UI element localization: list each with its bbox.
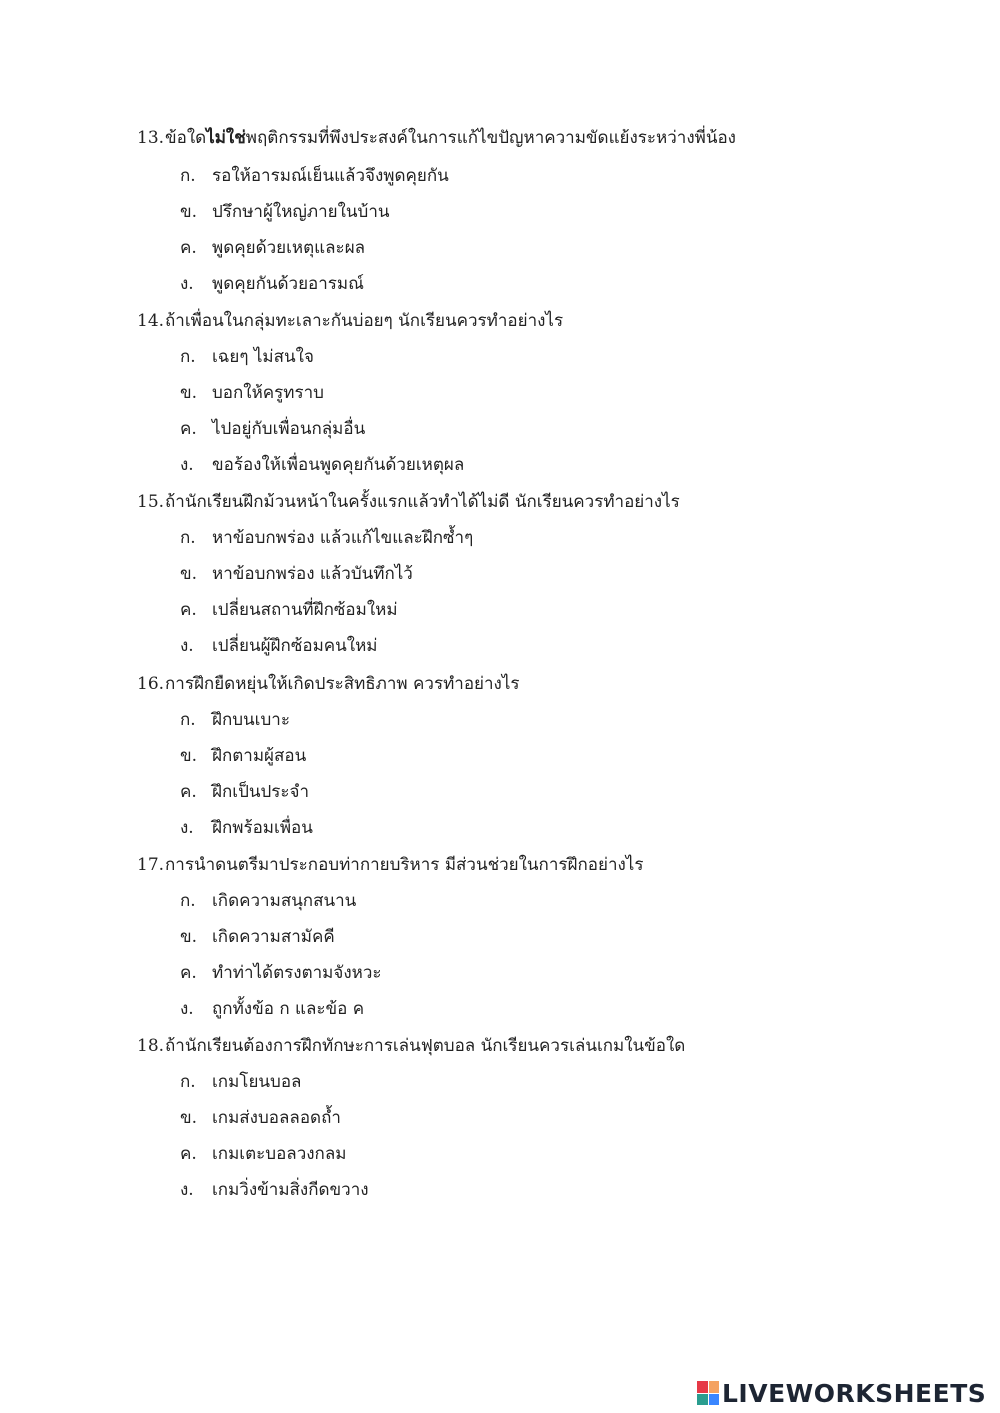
brand-name: LIVEWORKSHEETS: [722, 1378, 987, 1408]
option[interactable]: [180, 780, 309, 804]
option-letter: ค.: [180, 963, 197, 983]
option[interactable]: [180, 1142, 346, 1166]
option-text: ฝึกเป็นประจำ: [212, 782, 310, 802]
logo-square: [697, 1381, 708, 1393]
option-text: เฉยๆ ไม่สนใจ: [212, 347, 314, 367]
option-text: ไปอยู่กับเพื่อนกลุ่มอื่น: [212, 419, 366, 439]
option-letter: ค.: [180, 782, 197, 802]
option[interactable]: [180, 997, 364, 1021]
option-text: ฝึกบนเบาะ: [212, 710, 290, 730]
option-letter: ค.: [180, 1144, 197, 1164]
option-letter: ค.: [180, 238, 197, 258]
option-letter: ข.: [180, 927, 198, 947]
option-letter: ข.: [180, 746, 198, 766]
question-15: [137, 490, 680, 514]
option[interactable]: [180, 1106, 341, 1130]
logo-square: [697, 1394, 708, 1406]
option-letter: ก.: [180, 347, 196, 367]
question-17: [137, 853, 643, 877]
option-text: รอให้อารมณ์เย็นแล้วจึงพูดคุยกัน: [212, 166, 449, 186]
option-text: เกิดความสามัคคี: [212, 927, 335, 947]
question-13: [137, 126, 736, 150]
option-text: เกิดความสนุกสนาน: [212, 891, 357, 911]
option[interactable]: [180, 417, 365, 441]
option-text: ขอร้องให้เพื่อนพูดคุยกันด้วยเหตุผล: [212, 455, 465, 475]
option[interactable]: [180, 1070, 301, 1094]
option-text: หาข้อบกพร่อง แล้วบันทึกไว้: [212, 564, 413, 584]
option-letter: ง.: [180, 999, 194, 1019]
option-text: เกมส่งบอลลอดถ้ำ: [212, 1108, 341, 1128]
option-letter: ค.: [180, 419, 197, 439]
option-text: ฝึกพร้อมเพื่อน: [212, 818, 313, 838]
option-text: เกมโยนบอล: [212, 1072, 302, 1092]
option-letter: ก.: [180, 1072, 196, 1092]
option[interactable]: [180, 236, 365, 260]
option-letter: ค.: [180, 600, 197, 620]
option[interactable]: [180, 200, 390, 224]
question-text: ถ้านักเรียนฝึกม้วนหน้าในครั้งแรกแล้วทำได้ไม่ดี นักเรียนควรทำอย่างไร: [165, 492, 680, 512]
logo-icon: [697, 1381, 719, 1405]
option-letter: ง.: [180, 274, 194, 294]
option-text: เกมเตะบอลวงกลม: [212, 1144, 347, 1164]
option[interactable]: [180, 562, 413, 586]
option-letter: ก.: [180, 710, 196, 730]
option-text: พูดคุยด้วยเหตุและผล: [212, 238, 366, 258]
option-letter: ง.: [180, 818, 194, 838]
logo-square: [709, 1381, 720, 1393]
question-18: [137, 1034, 685, 1058]
option-letter: ก.: [180, 166, 196, 186]
option[interactable]: [180, 708, 290, 732]
question-16: [137, 672, 520, 696]
option-letter: ก.: [180, 891, 196, 911]
option-letter: ข.: [180, 202, 198, 222]
option-letter: ง.: [180, 1180, 194, 1200]
option[interactable]: [180, 272, 364, 296]
question-number: 17.: [137, 855, 165, 875]
option[interactable]: [180, 598, 398, 622]
option[interactable]: [180, 961, 382, 985]
option-letter: ก.: [180, 528, 196, 548]
option-letter: ง.: [180, 455, 194, 475]
option[interactable]: [180, 889, 356, 913]
option[interactable]: [180, 345, 314, 369]
question-emphasis: ไม่ใช่: [206, 128, 246, 148]
question-number: 15.: [137, 492, 165, 512]
option-text: พูดคุยกันด้วยอารมณ์: [212, 274, 364, 294]
option-text: ถูกทั้งข้อ ก และข้อ ค: [212, 999, 365, 1019]
liveworksheets-logo: [697, 1378, 986, 1408]
option-letter: ข.: [180, 383, 198, 403]
question-number: 13.: [137, 128, 165, 148]
option-text: บอกให้ครูทราบ: [212, 383, 324, 403]
question-text: ถ้าเพื่อนในกลุ่มทะเลาะกันบ่อยๆ นักเรียนควรทำอย่างไร: [165, 311, 564, 331]
option-text: ทำท่าได้ตรงตามจังหวะ: [212, 963, 382, 983]
option-text: เกมวิ่งข้ามสิ่งกีดขวาง: [212, 1180, 369, 1200]
option-text: เปลี่ยนสถานที่ฝึกซ้อมใหม่: [212, 600, 398, 620]
question-text: ข้อใดไม่ใช่พฤติกรรมที่พึงประสงค์ในการแก้ไขปัญหาความขัดแย้งระหว่างพี่น้อง: [165, 128, 736, 148]
option[interactable]: [180, 634, 377, 658]
option[interactable]: [180, 453, 464, 477]
question-number: 14.: [137, 311, 165, 331]
option-text: ฝึกตามผู้สอน: [212, 746, 307, 766]
option-letter: ข.: [180, 1108, 198, 1128]
option-text: ปรึกษาผู้ใหญ่ภายในบ้าน: [212, 202, 390, 222]
option[interactable]: [180, 816, 313, 840]
question-number: 18.: [137, 1036, 165, 1056]
question-14: [137, 309, 563, 333]
option-text: หาข้อบกพร่อง แล้วแก้ไขและฝึกซ้ำๆ: [212, 528, 474, 548]
option[interactable]: [180, 1178, 369, 1202]
question-text: ถ้านักเรียนต้องการฝึกทักษะการเล่นฟุตบอล นักเรียนควรเล่นเกมในข้อใด: [165, 1036, 686, 1056]
question-text: การฝึกยืดหยุ่นให้เกิดประสิทธิภาพ ควรทำอย่างไร: [165, 674, 520, 694]
logo-square: [709, 1394, 720, 1406]
question-number: 16.: [137, 674, 165, 694]
option[interactable]: [180, 381, 324, 405]
option-text: เปลี่ยนผู้ฝึกซ้อมคนใหม่: [212, 636, 378, 656]
option[interactable]: [180, 164, 449, 188]
option-letter: ง.: [180, 636, 194, 656]
question-text: การนำดนตรีมาประกอบท่ากายบริหาร มีส่วนช่วยในการฝึกอย่างไร: [165, 855, 644, 875]
option-letter: ข.: [180, 564, 198, 584]
option[interactable]: [180, 744, 306, 768]
option[interactable]: [180, 925, 335, 949]
option[interactable]: [180, 526, 473, 550]
